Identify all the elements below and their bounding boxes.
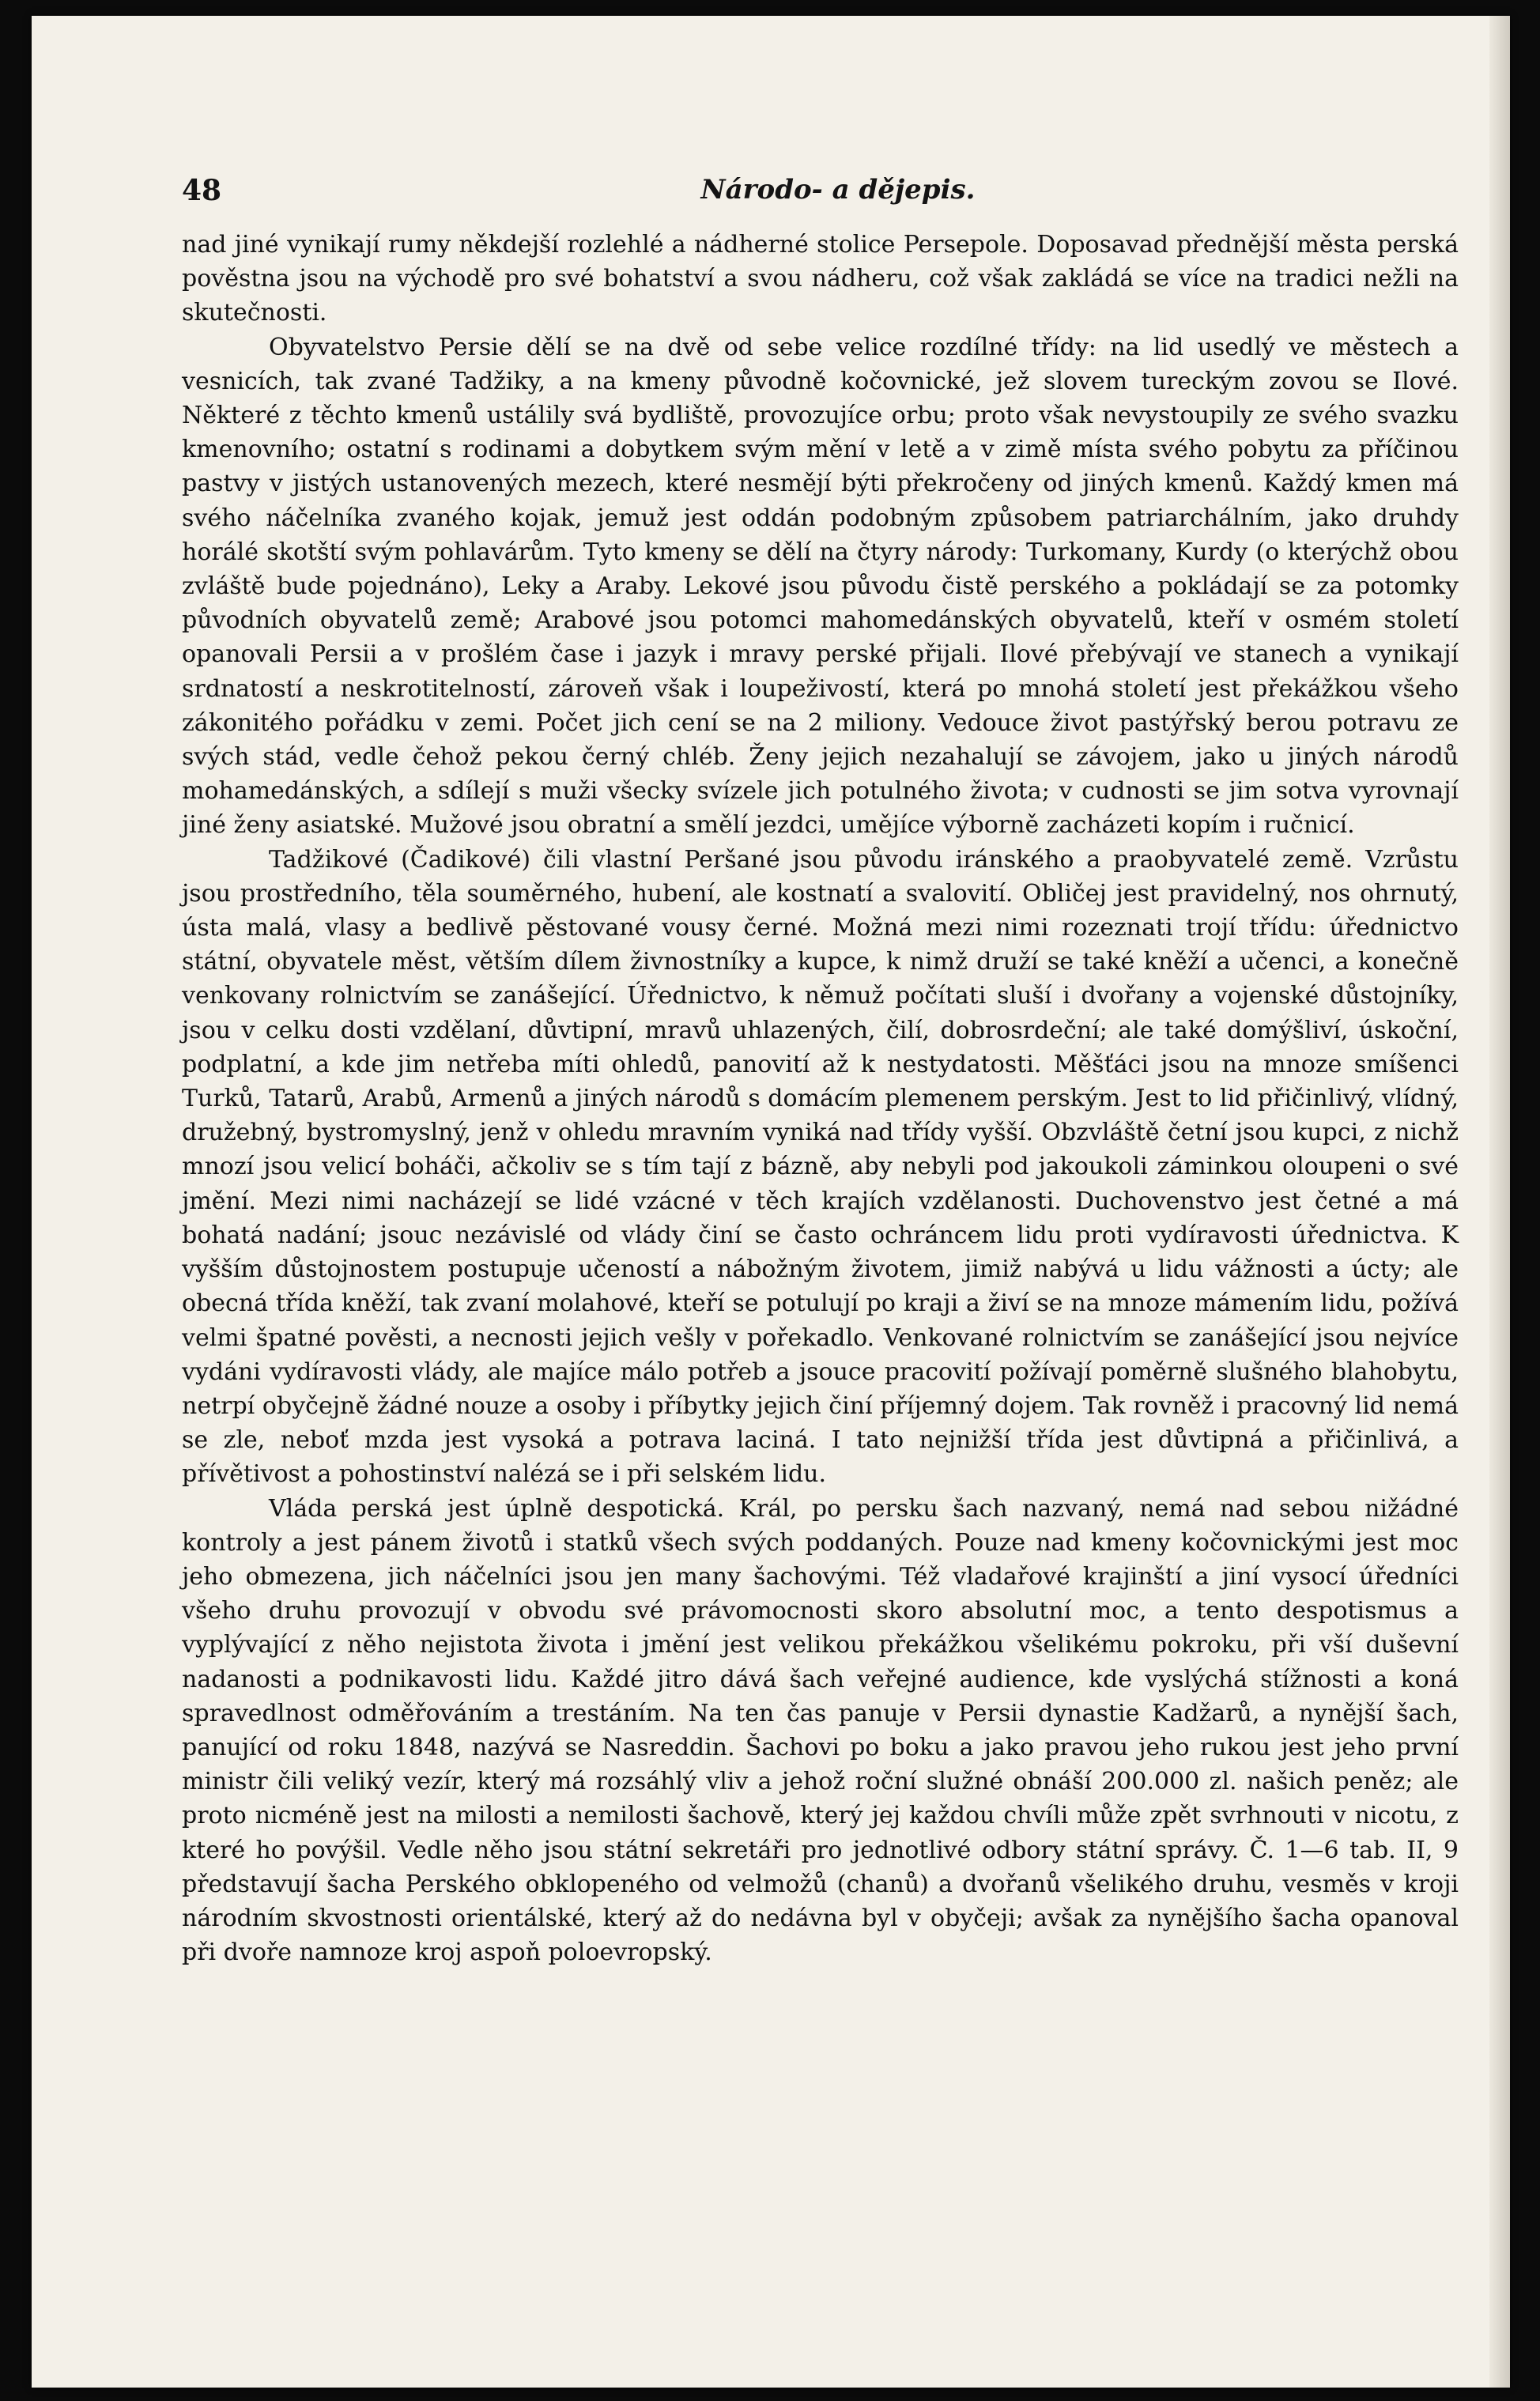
page-header <box>182 174 1494 221</box>
text-body <box>182 228 1459 1969</box>
page-number: 48 <box>182 174 222 207</box>
paragraph-continuation: nad jiné vynikají rumy někdejší rozlehlé a nádherné stolice Persepole. Doposavad přednější města perská pověstna jsou na východě pro své bohatství a svou nádheru, což však zakládá se více na tradici nežli na skutečnosti. <box>182 231 1459 327</box>
paragraph-population: Obyvatelstvo Persie dělí se na dvě od sebe velice rozdílné třídy: na lid usedlý ve městech a vesnicích, tak zvané Tadžiky, a na kmeny původně kočovnické, jež slovem tureckým zovou se Ilové. Některé z těchto kmenů ustálily svá bydliště, provozujíce orbu; proto však nevystoupily ze svého svazku kmenovního; ostatní s rodinami a dobytkem svým mění v letě a v zimě místa svého pobytu za příčinou pastvy v jistých ustanovených mezech, které nesmějí býti překročeny od jiných kmenů. Každý kmen má svého náčelníka zvaného kojak, jemuž jest oddán podobným způsobem patriarchálním, jako druhdy horálé skotští svým pohlavárům. Tyto kmeny se dělí na čtyry národy: Turkomany, Kurdy (o kterýchž obou zvláště bude pojednáno), Leky a Araby. Lekové jsou původu čistě perského a pokládají se za potomky původních obyvatelů země; Arabové jsou potomci mahomedánských obyvatelů, kteří v osmém století opanovali Persii a v prošlém čase i jazyk i mravy perské přijali. Ilové přebývají ve stanech a vynikají srdnatostí a neskrotitelností, zároveň však i loupeživostí, která po mnohá století jest překážkou všeho zákonitého pořádku v zemi. Počet jich cení se na 2 miliony. Vedouce život pastýřský berou potravu ze svých stád, vedle čehož pekou černý chléb. Ženy jejich nezahalují se závojem, jako u jiných národů mohamedánských, a sdílejí s muži všecky svízele jich potulného života; v cudnosti se jim sotva vyrovnají jiné ženy asiatské. Mužové jsou obratní a smělí jezdci, umějíce výborně zacházeti kopím i ručnicí. <box>182 333 1459 840</box>
running-title: Nárоdo- a dějepis. <box>700 174 976 206</box>
paragraph-government: Vláda perská jest úplně despotická. Král, po persku šach nazvaný, nemá nad sebou nižádné kontroly a jest pánem životů i statků všech svých poddaných. Pouze nad kmeny kočovnickými jest moc jeho obmezena, jich náčelníci jsou jen many šachovými. Též vladařové krajinští a jiní vysocí úředníci všeho druhu provozují v obvodu své právomocnosti skoro absolutní moc, a tento despotismus a vyplývající z něho nejistota života i jmění jest velikou překážkou všelikému pokroku, při vší duševní nadanosti a podnikavosti lidu. Každé jitro dává šach veřejné audience, kde vyslýchá stížnosti a koná spravedlnost odměřováním a trestáním. Na ten čas panuje v Persii dynastie Kadžarů, a nynější šach, panující od roku 1848, nazývá se Nasreddin. Šachovi po boku a jako pravou jeho rukou jest jeho první ministr čili veliký vezír, který má rozsáhlý vliv a jehož roční služné obnáší 200.000 zl. našich peněz; ale proto nicméně jest na milosti a nemilosti šachově, který jej každou chvíli může zpět svrhnouti v nicotu, z které ho povýšil. Vedle něho jsou státní sekretáři pro jednotlivé odbory státní správy. Č. 1—6 tab. II, 9 představují šacha Perského obklopeného od velmožů (chanů) a dvořanů všelikého druhu, vesměs v kroji národním skvostnosti orientálské, který až do nedávna byl v obyčeji; avšak za nynějšího šacha opanoval při dvoře namnoze kroj aspoň poloevropský. <box>182 1494 1459 1967</box>
paragraph-tadzhiks: Tadžikové (Čadikové) čili vlastní Peršané jsou původu iránského a praobyvatelé země. Vzrůstu jsou prostředního, těla souměrného, hubení, ale kostnatí a svalovití. Obličej jest pravidelný, nos ohrnutý, ústa malá, vlasy a bedlivě pěstované vousy černé. Možná mezi nimi rozeznati trojí třídu: úřednictvo státní, obyvatele měst, větším dílem živnostníky a kupce, k nimž druží se také kněží a učenci, a konečně venkovany rolnictvím se zanášející. Úřednictvo, k němuž počítati sluší i dvořany a vojenské důstojníky, jsou v celku dosti vzdělaní, důvtipní, mravů uhlazených, čilí, dobrosrdeční; ale také domýšliví, úskoční, podplatní, a kde jim netřeba míti ohledů, panovití až k nestydatosti. Měšťáci jsou na mnoze smíšenci Turků, Tatarů, Arabů, Armenů a jiných národů s domácím plemenem perským. Jest to lid přičinlivý, vlídný, družebný, bystromyslný, jenž v ohledu mravním vyniká nad třídy vyšší. Obzvláště četní jsou kupci, z nichž mnozí jsou velicí boháči, ačkoliv se s tím tají z bázně, aby nebyli pod jakoukoli záminkou oloupeni o své jmění. Mezi nimi nacházejí se lidé vzácné v těch krajích vzdělanosti. Duchovenstvo jest četné a má bohatá nadání; jsouc nezávislé od vlády činí se často ochráncem lidu proti vydíravosti úřednictva. K vyšším důstojnostem postupuje učeností a nábožným životem, jimiž nabývá u lidu vážnosti a úcty; ale obecná třída kněží, tak zvaní molahové, kteří se potulují po kraji a živí se na mnoze mámením lidu, požívá velmi špatné pověsti, a necnosti jejich vešly v pořekadlo. Venkované rolnictvím se zanášející jsou nejvíce vydáni vydíravosti vlády, ale majíce málo potřeb a jsouce pracovití požívají poměrně slušného blahobytu, netrpí obyčejně žádné nouze a osoby i příbytky jejich činí příjemný dojem. Tak rovněž i pracovný lid nemá se zle, neboť mzda jest vysoká a potrava laciná. I tato nejnižší třída jest důvtipná a přičinlivá, a přívětivost a pohostinství nalézá se i při selském lidu. <box>182 845 1459 1489</box>
